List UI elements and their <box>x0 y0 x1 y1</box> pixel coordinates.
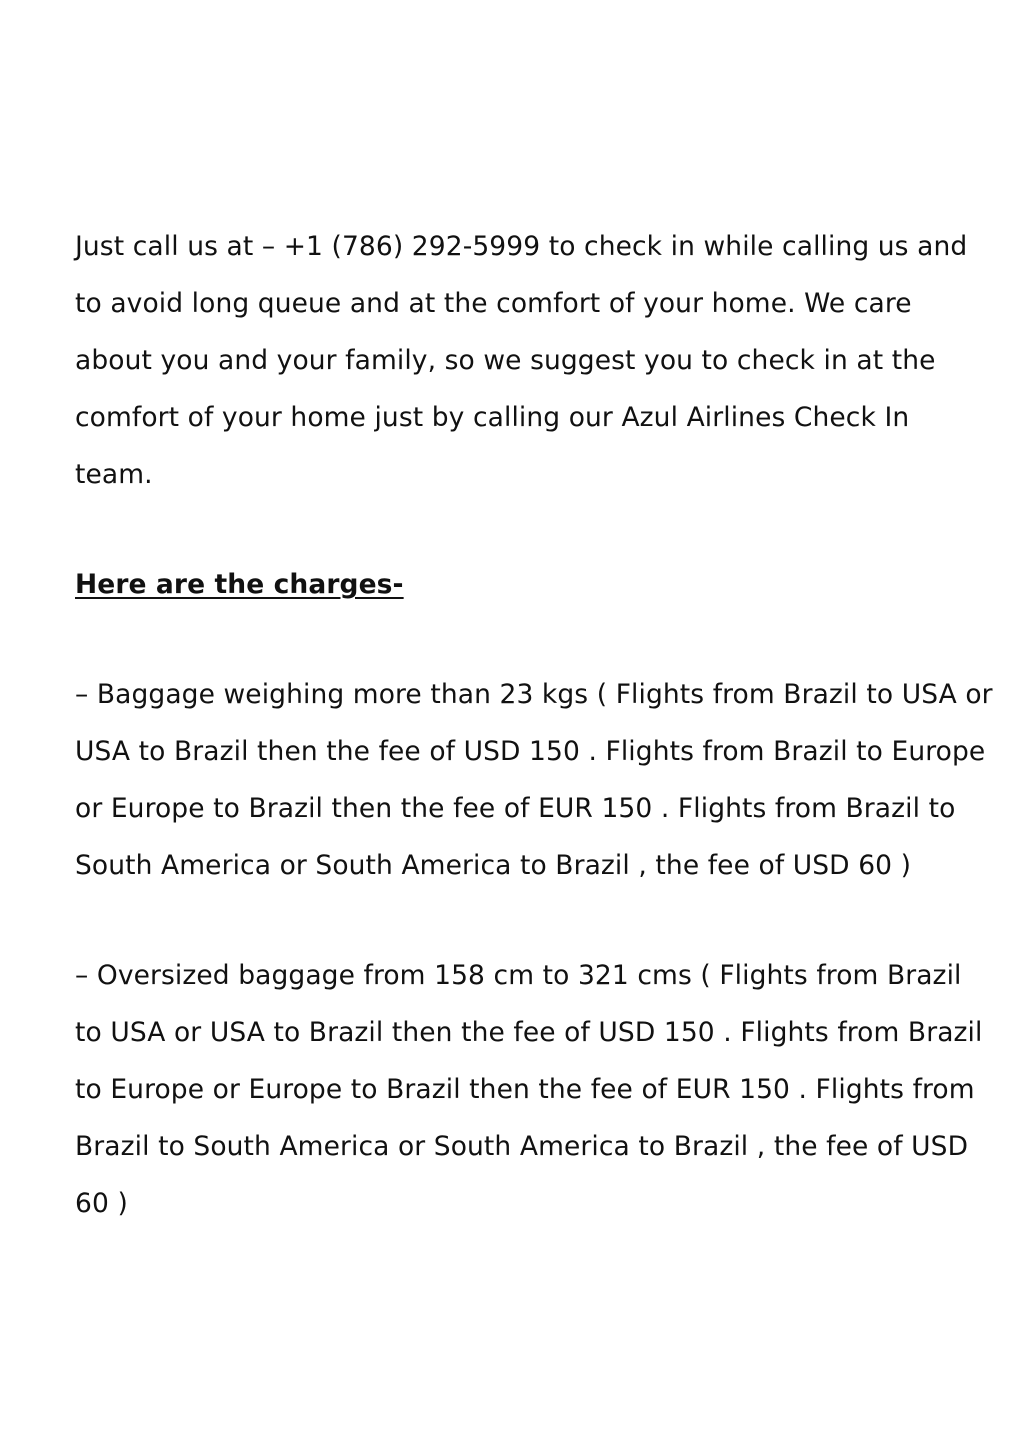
charge-item-oversized-baggage: – Oversized baggage from 158 cm to 321 cms ( Flights from Brazil to USA or USA to Brazil then the fee of USD 150 . Flights from Brazil to Europe or Europe to Brazil then the fee of EUR 150 . Flights from Brazil to South America or South America to Brazil , the fee of USD 60 ) <box>75 960 983 1219</box>
spacer <box>75 894 995 947</box>
charges-heading: Here are the charges- <box>75 569 404 600</box>
spacer <box>75 503 995 556</box>
document-body <box>75 218 995 1232</box>
intro-paragraph: Just call us at – +1 (786) 292-5999 to check in while calling us and to avoid long queue and at the comfort of your home. We care about you and your family, so we suggest you to check in at the comfort of your home just by calling our Azul Airlines Check In team. <box>75 231 968 490</box>
spacer <box>75 613 995 666</box>
charge-item-baggage-weight: – Baggage weighing more than 23 kgs ( Flights from Brazil to USA or USA to Brazil then the fee of USD 150 . Flights from Brazil to Europe or Europe to Brazil then the fee of EUR 150 . Flights from Brazil to South America or South America to Brazil , the fee of USD 60 ) <box>75 679 993 881</box>
